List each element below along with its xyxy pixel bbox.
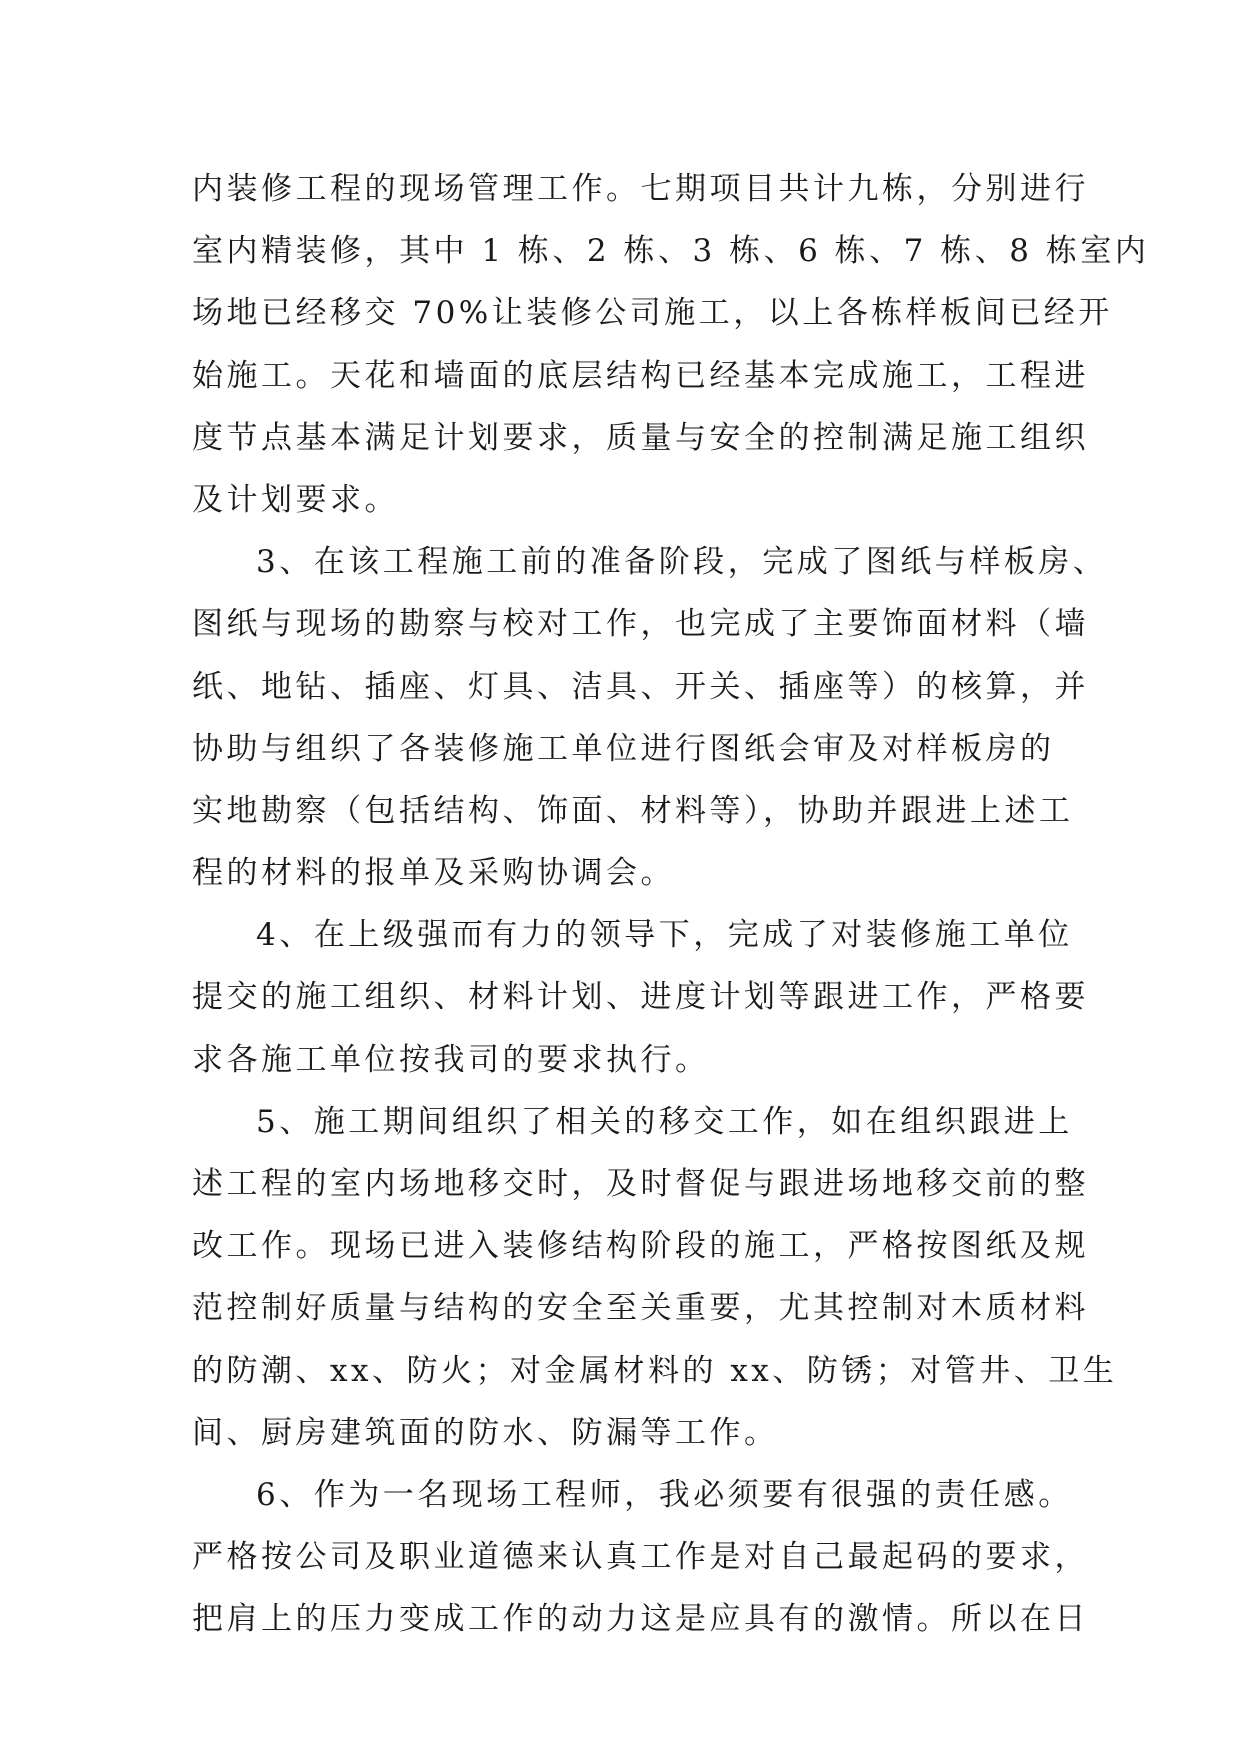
text-line: 图纸与现场的勘察与校对工作，也完成了主要饰面材料（墙 xyxy=(192,606,1089,643)
paragraph-start-line: 6、作为一名现场工程师，我必须要有很强的责任感。 xyxy=(256,1476,1073,1513)
text-line: 始施工。天花和墙面的底层结构已经基本完成施工，工程进 xyxy=(192,357,1089,394)
text-line: 把肩上的压力变成工作的动力这是应具有的激情。所以在日 xyxy=(192,1601,1089,1638)
text-line: 内装修工程的现场管理工作。七期项目共计九栋，分别进行 xyxy=(192,171,1089,207)
paragraph-start-line: 4、在上级强而有力的领导下，完成了对装修施工单位 xyxy=(256,917,1073,954)
text-line: 场地已经移交 70%让装修公司施工，以上各栋样板间已经开 xyxy=(192,295,1113,332)
text-line: 协助与组织了各装修施工单位进行图纸会审及对样板房的 xyxy=(192,730,1055,767)
text-line: 间、厨房建筑面的防水、防漏等工作。 xyxy=(192,1414,779,1451)
text-line: 严格按公司及职业道德来认真工作是对自己最起码的要求， xyxy=(192,1539,1089,1576)
text-line: 程的材料的报单及采购协调会。 xyxy=(192,855,675,892)
text-line: 范控制好质量与结构的安全至关重要，尤其控制对木质材料 xyxy=(192,1290,1089,1327)
text-line: 室内精装修，其中 1 栋、2 栋、3 栋、6 栋、7 栋、8 栋室内 xyxy=(192,233,1150,270)
text-line: 度节点基本满足计划要求，质量与安全的控制满足施工组织 xyxy=(192,419,1089,456)
paragraph-start-line: 5、施工期间组织了相关的移交工作，如在组织跟进上 xyxy=(256,1103,1073,1140)
text-line: 实地勘察（包括结构、饰面、材料等），协助并跟进上述工 xyxy=(192,792,1074,829)
body-text xyxy=(192,158,1150,1651)
text-line: 求各施工单位按我司的要求执行。 xyxy=(192,1041,710,1078)
text-line: 及计划要求。 xyxy=(192,481,399,518)
text-line: 述工程的室内场地移交时，及时督促与跟进场地移交前的整 xyxy=(192,1166,1089,1202)
paragraph-start-line: 3、在该工程施工前的准备阶段，完成了图纸与样板房、 xyxy=(256,544,1108,581)
text-line: 纸、地钻、插座、灯具、洁具、开关、插座等）的核算，并 xyxy=(192,668,1089,705)
text-line: 提交的施工组织、材料计划、进度计划等跟进工作，严格要 xyxy=(192,979,1089,1016)
text-line: 改工作。现场已进入装修结构阶段的施工，严格按图纸及规 xyxy=(192,1228,1089,1265)
text-line: 的防潮、xx、防火；对金属材料的 xx、防锈；对管井、卫生 xyxy=(192,1352,1118,1389)
